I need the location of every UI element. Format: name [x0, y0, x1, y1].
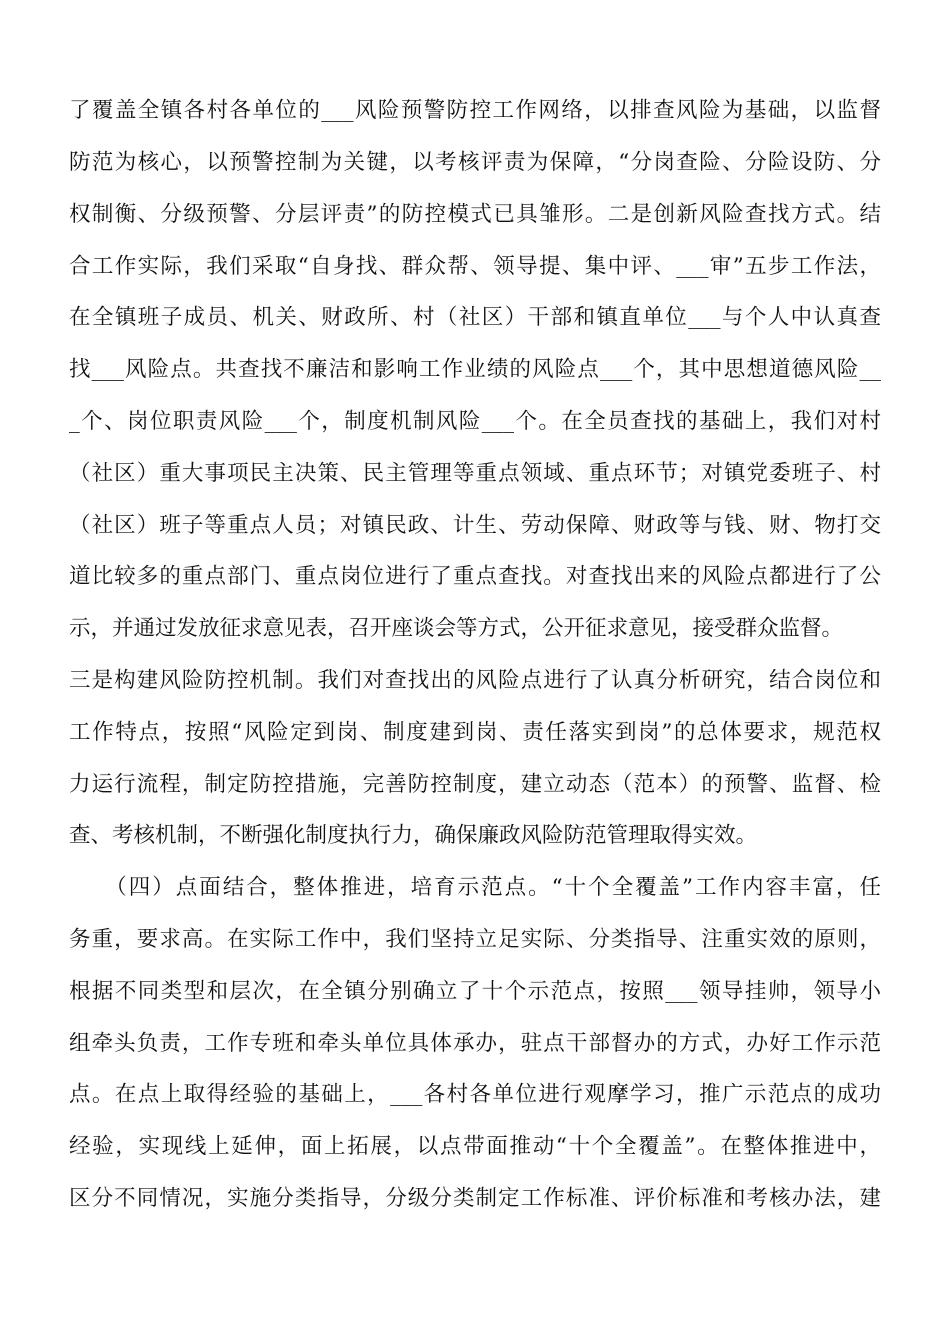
text-line: 找___风险点。共查找不廉洁和影响工作业绩的风险点___个，其中思想道德风险__: [69, 357, 881, 382]
text-line: 示，并通过发放征求意见表，召开座谈会等方式，公开征求意见，接受群众监督。: [69, 616, 844, 641]
text-line: 力运行流程，制定防控措施，完善防控制度，建立动态（范本）的预警、监督、检: [69, 772, 881, 797]
text-line: 工作特点，按照“风险定到岗、制度建到岗、责任落实到岗”的总体要求，规范权: [69, 720, 881, 745]
text-line: 合工作实际，我们采取“自身找、群众帮、领导提、集中评、___审”五步工作法，: [69, 254, 881, 279]
text-line: 务重，要求高。在实际工作中，我们坚持立足实际、分类指导、注重实效的原则，: [69, 927, 881, 952]
text-line: 三是构建风险防控机制。我们对查找出的风险点进行了认真分析研究，结合岗位和: [69, 668, 881, 693]
text-line: 查、考核机制，不断强化制度执行力，确保廉政风险防范管理取得实效。: [69, 823, 758, 848]
text-line: （社区）重大事项民主决策、民主管理等重点领域、重点环节；对镇党委班子、村: [69, 461, 881, 486]
text-line: 根据不同类型和层次，在全镇分别确立了十个示范点，按照___领导挂帅，领导小: [69, 979, 881, 1004]
text-line: 权制衡、分级预警、分层评责”的防控模式已具雏形。二是创新风险查找方式。结: [69, 202, 881, 227]
text-line: （四）点面结合，整体推进，培育示范点。“十个全覆盖”工作内容丰富，任: [69, 875, 881, 900]
text-line: 经验，实现线上延伸，面上拓展，以点带面推动“十个全覆盖”。在整体推进中，: [69, 1134, 881, 1159]
text-line: 区分不同情况，实施分类指导，分级分类制定工作标准、评价标准和考核办法，建: [69, 1186, 881, 1211]
text-line: 在全镇班子成员、机关、财政所、村（社区）干部和镇直单位___与个人中认真查: [69, 305, 881, 330]
text-line: 组牵头负责，工作专班和牵头单位具体承办，驻点干部督办的方式，办好工作示范: [69, 1031, 881, 1056]
text-line: 道比较多的重点部门、重点岗位进行了重点查找。对查找出来的风险点都进行了公: [69, 564, 881, 589]
text-line: （社区）班子等重点人员；对镇民政、计生、劳动保障、财政等与钱、财、物打交: [69, 513, 881, 538]
text-line: 防范为核心，以预警控制为关键，以考核评责为保障，“分岗查险、分险设防、分: [69, 150, 881, 175]
text-line: _个、岗位职责风险___个，制度机制风险___个。在全员查找的基础上，我们对村: [69, 409, 881, 434]
text-line: 了覆盖全镇各村各单位的___风险预警防控工作网络，以排查风险为基础，以监督: [69, 98, 881, 123]
text-line: 点。在点上取得经验的基础上，___各村各单位进行观摩学习，推广示范点的成功: [69, 1082, 881, 1107]
